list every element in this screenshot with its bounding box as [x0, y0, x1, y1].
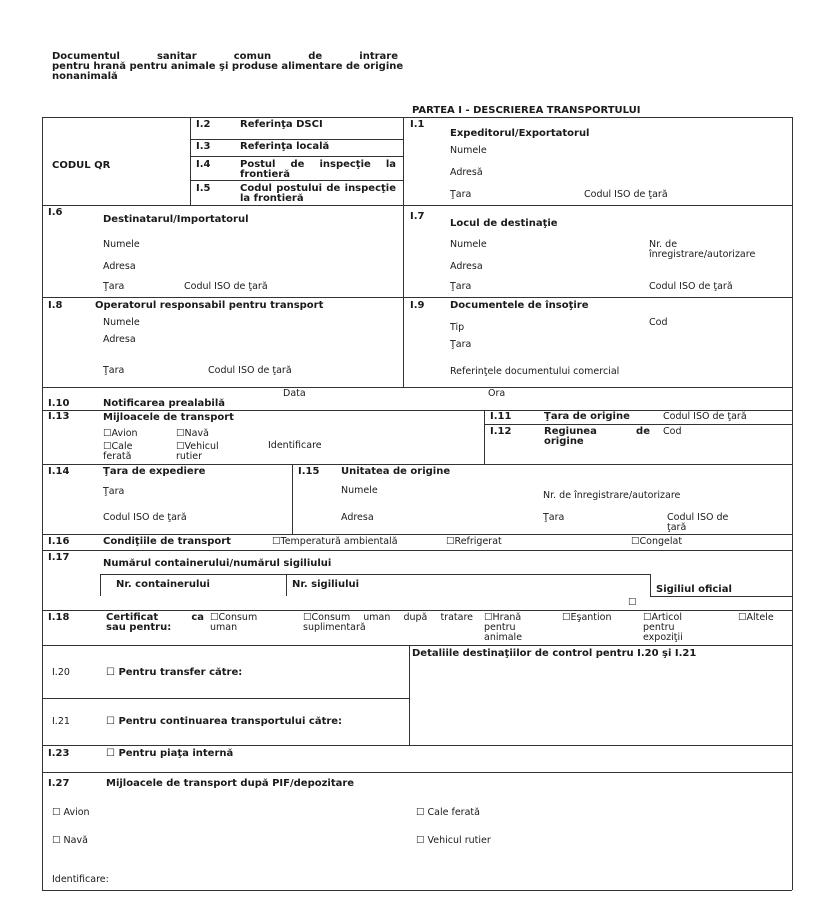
line-550: [42, 550, 792, 551]
field-label: Codul ISO de ţară: [103, 512, 187, 523]
field-label: Nr. de: [649, 239, 678, 250]
line-745: [42, 745, 792, 746]
field-label: ţară: [667, 522, 687, 533]
checkbox-ship[interactable]: ☐Navă: [176, 428, 209, 439]
field-label: Codul ISO de ţară: [208, 365, 292, 376]
box-num: I.9: [410, 300, 425, 311]
box-num: I.6: [48, 207, 63, 218]
field-label: Ţara: [103, 365, 125, 376]
box-title: Documentele de însoţire: [450, 300, 589, 311]
box-num: I.12: [490, 426, 512, 437]
box-num: I.14: [48, 466, 70, 477]
field-label: Adresa: [103, 334, 136, 345]
box-title: Destinatarul/Importatorul: [103, 214, 249, 225]
box-num: I.1: [410, 119, 425, 130]
box-num: I.4: [196, 159, 211, 170]
field-label: Adresa: [103, 261, 136, 272]
checkbox-rail[interactable]: ☐ Cale ferată: [416, 807, 480, 818]
field-label: Ora: [488, 388, 506, 399]
field-label: Numele: [450, 145, 487, 156]
field-label: ferată: [103, 451, 132, 462]
checkbox-other[interactable]: ☐Altele: [738, 612, 774, 623]
box-title: Detaliile destinaţiilor de control pentru I.20 şi I.21: [412, 648, 697, 659]
checkbox-rail[interactable]: ☐Cale: [103, 441, 133, 452]
box-label: frontieră: [240, 169, 290, 180]
line-i11: [484, 424, 792, 425]
field-label: Ţara: [543, 512, 565, 523]
field-label: Ţara: [450, 189, 472, 200]
checkbox-road[interactable]: ☐Vehicul: [176, 441, 219, 452]
box-title: Notificarea prealabilă: [103, 398, 226, 409]
box-title: Locul de destinaţie: [450, 218, 558, 229]
field-label: uman: [210, 622, 238, 633]
line-i17-inner: [100, 574, 650, 575]
divider-i20: [409, 645, 410, 745]
checkbox-chilled[interactable]: ☐Refrigerat: [446, 536, 502, 547]
box-title: Ţara de origine: [544, 411, 630, 422]
field-label: Numele: [341, 485, 378, 496]
checkbox-airplane[interactable]: ☐Avion: [103, 428, 138, 439]
box-num: I.11: [490, 411, 512, 422]
field-label: Tip: [450, 322, 465, 333]
box-title: Ţara de expediere: [103, 466, 206, 477]
checkbox-human[interactable]: ☐Consum: [210, 612, 258, 623]
line-645: [42, 645, 792, 646]
box-num: I.17: [48, 552, 70, 563]
frame-left: [42, 117, 43, 890]
field-label: pentru: [484, 622, 516, 633]
box-title: Condiţiile de transport: [103, 536, 231, 547]
box-label: Postul de inspecţie la: [240, 159, 396, 170]
field-label: Nr. de înregistrare/autorizare: [543, 490, 681, 501]
box-title: Mijloacele de transport: [103, 412, 234, 423]
line-464: [42, 464, 792, 465]
doc-title-line-1: Documentul sanitar comun de intrare: [52, 51, 398, 62]
checkbox-further-processing[interactable]: ☐Consum uman după tratare: [303, 612, 473, 623]
box-title: sau pentru:: [106, 622, 172, 633]
line-534: [42, 534, 792, 535]
frame-right: [792, 117, 793, 890]
field-label: Codul ISO de: [667, 512, 729, 523]
divider-i11: [484, 410, 485, 464]
checkbox-ship[interactable]: ☐ Navă: [52, 835, 88, 846]
frame-bottom: [42, 890, 792, 891]
box-title: Mijloacele de transport după PIF/depozitare: [106, 778, 355, 789]
box-num: I.20: [52, 667, 70, 678]
box-num: I.27: [48, 778, 70, 789]
checkbox-internal-market[interactable]: ☐ Pentru piaţa internă: [106, 748, 234, 759]
box-num: I.21: [52, 716, 70, 727]
field-label: Cod: [649, 317, 668, 328]
line-772: [42, 772, 792, 773]
i17-left: [100, 574, 101, 596]
i17-right: [650, 574, 651, 596]
field-label: Nr. sigiliului: [292, 579, 360, 590]
box-label: Codul postului de inspecţie: [240, 183, 396, 194]
line-i3: [190, 156, 403, 157]
box-title: Unitatea de origine: [341, 466, 451, 477]
qr-code-label: CODUL QR: [52, 160, 111, 171]
field-label: animale: [484, 632, 523, 643]
field-label: Adresa: [450, 261, 483, 272]
field-label: Numele: [103, 239, 140, 250]
checkbox-airplane[interactable]: ☐ Avion: [52, 807, 90, 818]
box-num: I.23: [48, 748, 70, 759]
box-num: I.10: [48, 398, 70, 409]
box-title: Certificat ca: [106, 612, 204, 623]
checkbox-road[interactable]: ☐ Vehicul rutier: [416, 835, 491, 846]
box-title: Regiunea de: [544, 426, 650, 437]
box-label: la frontieră: [240, 193, 304, 204]
divider-i15: [292, 464, 293, 534]
box-num: I.8: [48, 300, 63, 311]
field-label: suplimentară: [303, 622, 366, 633]
box-num: I.2: [196, 119, 211, 130]
field-label: Ţara: [450, 339, 472, 350]
field-label: Numele: [103, 317, 140, 328]
field-label: expoziţii: [643, 632, 683, 643]
field-label: Codul ISO de ţară: [184, 281, 268, 292]
box-num: I.15: [298, 466, 320, 477]
field-label: Adresa: [341, 512, 374, 523]
box-title: origine: [544, 436, 584, 447]
field-label: înregistrare/autorizare: [649, 249, 756, 260]
divider-center: [403, 117, 404, 387]
checkbox-official-seal[interactable]: ☐: [628, 597, 637, 608]
field-label: Sigiliul oficial: [656, 584, 732, 595]
field-label: Data: [283, 388, 306, 399]
i17-mid: [286, 574, 287, 596]
box-num: I.7: [410, 211, 425, 222]
box-label: Referinţa DSCI: [240, 119, 323, 130]
box-num: I.5: [196, 183, 211, 194]
box-label: Referinţa locală: [240, 141, 330, 152]
line-i2: [190, 139, 403, 140]
field-label: Ţara: [450, 281, 472, 292]
box-title: Numărul containerului/numărul sigiliului: [103, 558, 332, 569]
field-label: Codul ISO de ţară: [649, 281, 733, 292]
divider-qr: [190, 117, 191, 205]
field-label: Numele: [450, 239, 487, 250]
checkbox-exhibition[interactable]: ☐Articol: [643, 612, 682, 623]
checkbox-feed[interactable]: ☐Hrană: [484, 612, 522, 623]
box-num: I.16: [48, 536, 70, 547]
field-label: Ţara: [103, 486, 125, 497]
field-label: Referinţele documentului comercial: [450, 366, 620, 377]
field-label: Codul ISO de ţară: [584, 189, 668, 200]
field-label: rutier: [176, 451, 203, 462]
doc-title-line-2: pentru hrană pentru animale şi produse alimentare de origine: [52, 61, 404, 72]
line-610: [42, 610, 792, 611]
checkbox-onward-transport[interactable]: ☐ Pentru continuarea transportului către:: [106, 716, 343, 727]
line-i4: [190, 180, 403, 181]
line-698: [42, 698, 409, 699]
box-num: I.18: [48, 612, 70, 623]
checkbox-ambient[interactable]: ☐Temperatură ambientală: [272, 536, 398, 547]
field-label: Nr. containerului: [116, 579, 210, 590]
box-num: I.13: [48, 411, 70, 422]
box-title: Expeditorul/Exportatorul: [450, 128, 590, 139]
field-label: pentru: [643, 622, 675, 633]
field-label: Cod: [663, 426, 682, 437]
checkbox-transfer[interactable]: ☐ Pentru transfer către:: [106, 667, 243, 678]
field-label: Identificare:: [52, 874, 109, 885]
line-seal: [650, 596, 792, 597]
field-label: Adresă: [450, 167, 483, 178]
field-label: Codul ISO de ţară: [663, 411, 747, 422]
line-205: [42, 205, 792, 206]
line-387: [42, 387, 792, 388]
doc-title-line-3: nonanimală: [52, 71, 118, 82]
part-title: PARTEA I - DESCRIEREA TRANSPORTULUI: [412, 105, 641, 116]
line-297: [42, 297, 792, 298]
field-label: Ţara: [103, 281, 125, 292]
checkbox-sample[interactable]: ☐Eşantion: [562, 612, 612, 623]
box-title: Operatorul responsabil pentru transport: [95, 300, 324, 311]
checkbox-frozen[interactable]: ☐Congelat: [631, 536, 683, 547]
box-num: I.3: [196, 141, 211, 152]
frame-top: [42, 117, 792, 118]
field-label: Identificare: [268, 440, 322, 451]
